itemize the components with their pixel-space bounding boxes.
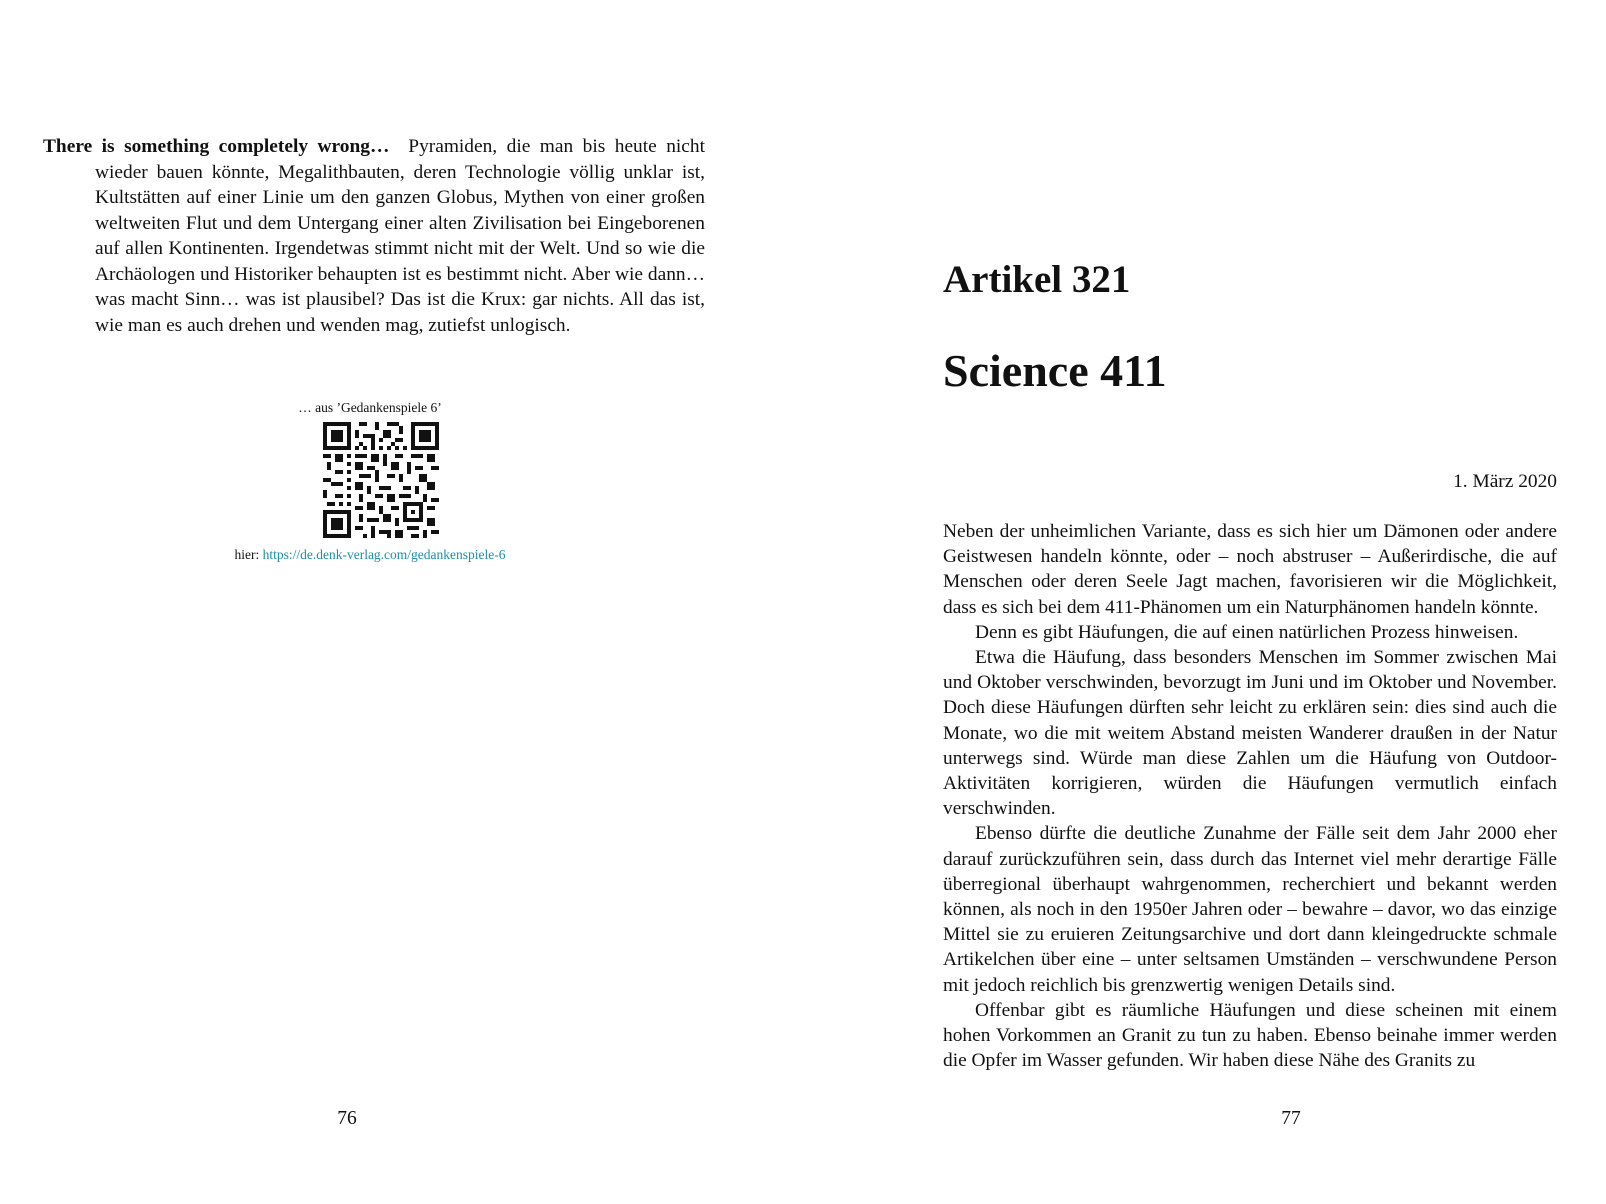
link-prefix: hier: [234,547,263,562]
paragraph: Offenbar gibt es räumliche Häufungen und diese scheinen mit einem hohen Vorkommen an Granit zu tun zu haben. Ebenso beinahe immer werden die Opfer im Wasser gefunden. Wir haben diese Nähe des Granits zu [943,999,1557,1072]
chapter-title: Science 411 [943,345,1167,396]
paragraph: Etwa die Häufung, dass besonders Menschen im Sommer zwischen Mai und Oktober verschwinden, bevorzugt im Juni und im Oktober und November. Doch diese Häufungen dürften sehr leicht zu erklären sein: dies sind auch die Monate, wo die mit weitem Abstand meisten Wanderer draußen in der Natur unterwegs sind. Würde man diese Zahlen um die Häufung von Outdoor-Aktivitäten korrigieren, würden die Häufungen vermutlich einfach verschwinden. [943,647,1557,820]
right-page [803,0,1606,1204]
gedankenspiele-link[interactable]: https://de.denk-verlag.com/gedankenspiele-6 [262,547,506,562]
paragraph: Ebenso dürfte die deutliche Zunahme der Fälle seit dem Jahr 2000 eher darauf zurückzuführen sein, dass durch das Internet viel mehr derartige Fälle überregional überhaupt wahrgenommen, recherchiert und bekannt werden können, als noch in den 1950er Jahren oder – bewahre – davor, wo das einzige Mittel sie zu eruieren Zeitungsarchive und dort dann kleingedruckte schmale Artikelchen über eine – unter seltsamen Umständen – verschwundene Person mit jedoch reichlich bis grenzwertig wenigen Details sind. [943,823,1557,996]
glossary-entry [43,134,705,338]
qr-link-line [210,547,530,563]
entry-text: Pyramiden, die man bis heute nicht wieder bauen könnte, Megalithbauten, deren Technologie völlig unklar ist, Kultstätten auf einer Linie um den ganzen Globus, Mythen von einer großen weltweiten Flut und dem Untergang einer alten Zivilisation bei Eingeborenen auf allen Kontinenten. Irgendetwas stimmt nicht mit der Welt. Und so wie die Archäologen und Historiker behaupten ist es bestimmt nicht. Aber wie dann… was macht Sinn… was ist plausibel? Das ist die Krux: gar nichts. All das ist, wie man es auch drehen und wenden mag, zutiefst unlogisch. [95,136,705,336]
article-body [943,519,1557,1073]
entry-title: There is something completely wrong… [43,136,390,157]
qr-code-icon [323,422,439,538]
article-heading: Artikel 321 [943,258,1131,301]
paragraph: Denn es gibt Häufungen, die auf einen natürlichen Prozess hinweisen. [975,621,1519,643]
paragraph: Neben der unheimlichen Variante, dass es sich hier um Dämonen oder andere Geistwesen handeln könnte, oder – noch abstruser – Außerirdische, die auf Menschen oder deren Seele Jagt machen, favorisieren wir die Möglichkeit, dass es sich bei dem 411-Phänomen um ein Naturphänomen handeln könnte. [943,521,1557,618]
page-number-right: 77 [1281,1108,1301,1129]
article-date: 1. März 2020 [1453,471,1557,492]
page-number-left: 76 [337,1108,357,1129]
qr-caption: … aus ’Gedankenspiele 6’ [298,400,442,415]
